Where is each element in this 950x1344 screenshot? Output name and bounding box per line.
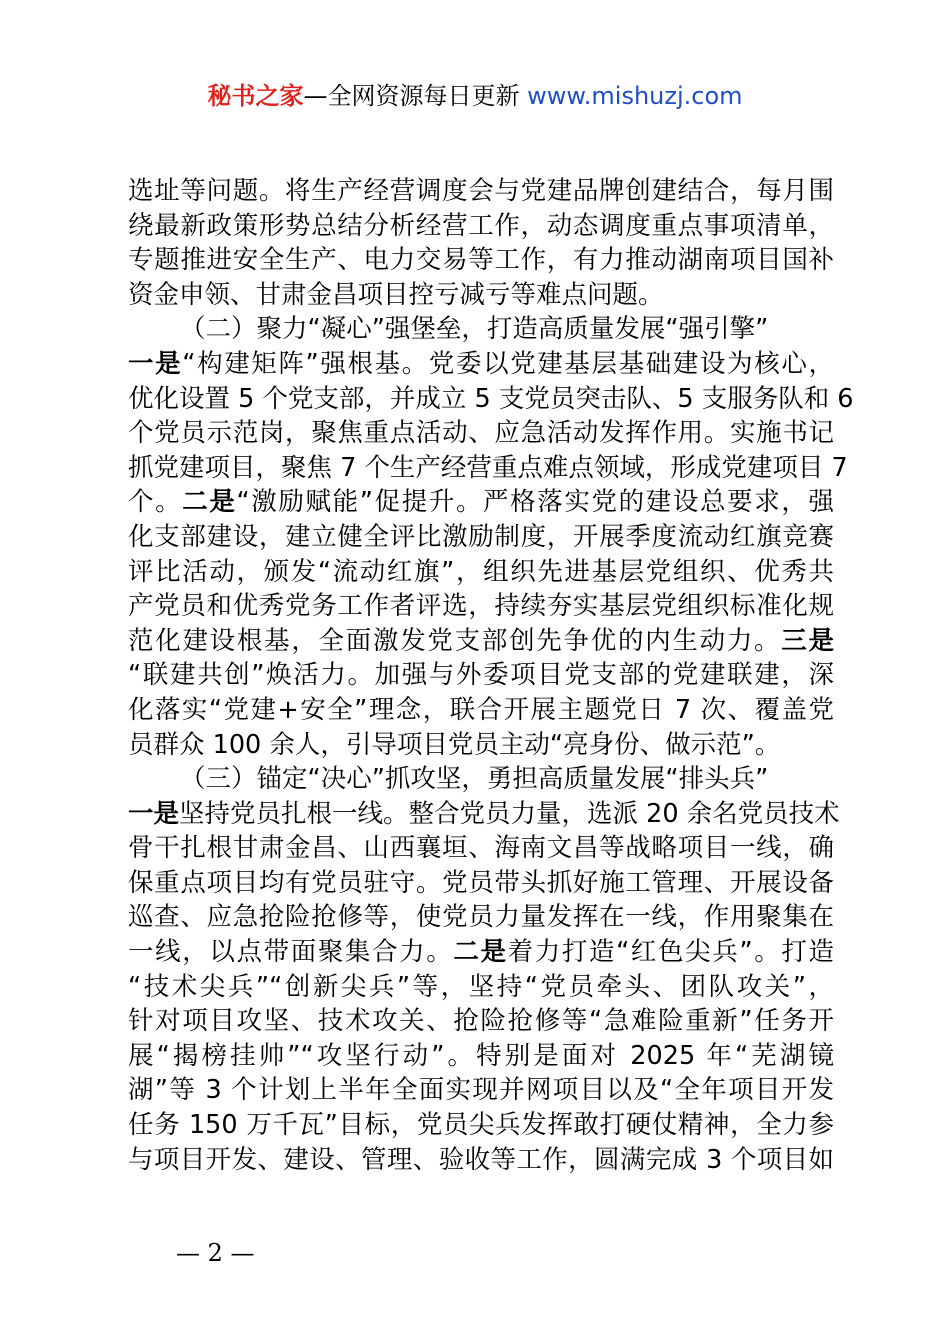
text-line: 与项目开发、建设、管理、验收等工作，圆满完成 3 个项目如	[128, 1144, 834, 1175]
page-number: — 2 —	[176, 1239, 255, 1267]
text-line: 化落实“党建+安全”理念，联合开展主题党日 7 次、覆盖党	[128, 694, 834, 725]
text-line: 骨干扎根甘肃金昌、山西襄垣、海南文昌等战略项目一线，确	[128, 833, 834, 864]
text-line: 优化设置 5 个党支部，并成立 5 支党员突击队、5 支服务队和 6	[128, 383, 854, 414]
header-brand: 秘书之家	[207, 82, 304, 110]
document-body	[128, 174, 854, 1177]
bold-marker: 三是	[781, 625, 834, 656]
text-line: 绕最新政策形势总结分析经营工作，动态调度重点事项清单，	[128, 210, 834, 241]
text-line: “联建共创”焕活力。加强与外委项目党支部的党建联建，深	[128, 660, 834, 691]
text-line: 任务 150 万千瓦”目标，党员尖兵发挥敢打硬仗精神，全力参	[128, 1110, 834, 1141]
bold-marker: 二是	[453, 937, 508, 968]
text-line: 抓党建项目，聚焦 7 个生产经营重点难点领域，形成党建项目 7	[128, 452, 848, 483]
text-line: 湖”等 3 个计划上半年全面实现并网项目以及“全年项目开发	[128, 1075, 834, 1106]
section-heading-2: （二）聚力“凝心”强堡垒，打造高质量发展“强引擎”	[180, 314, 769, 345]
text-line: 资金申领、甘肃金昌项目控亏减亏等难点问题。	[128, 279, 664, 310]
text-line: 保重点项目均有党员驻守。党员带头抓好施工管理、开展设备	[128, 867, 834, 898]
text-line: 一是坚持党员扎根一线。整合党员力量，选派 20 余名党员技术	[128, 798, 840, 829]
bold-marker: 一是	[128, 348, 183, 379]
text-line: 评比活动，颁发“流动红旗”，组织先进基层党组织、优秀共	[128, 556, 834, 587]
header-url-link[interactable]: www.mishuzj.com	[527, 82, 743, 110]
bold-marker: 一是	[128, 798, 180, 829]
header-slogan: 全网资源每日更新	[327, 82, 520, 110]
section-heading-3: （三）锚定“决心”抓攻坚，勇担高质量发展“排头兵”	[180, 764, 769, 795]
text-line: 产党员和优秀党务工作者评选，持续夯实基层党组织标准化规	[128, 591, 834, 622]
text-line: 巡查、应急抢险抢修等，使党员力量发挥在一线，作用聚集在	[128, 902, 834, 933]
text-line: 展“揭榜挂帅”“攻坚行动”。特别是面对 2025 年“芜湖镜	[128, 1040, 834, 1071]
text-line: 个党员示范岗，聚焦重点活动、应急活动发挥作用。实施书记	[128, 418, 834, 449]
text-line: 化支部建设，建立健全评比激励制度，开展季度流动红旗竞赛	[128, 521, 834, 552]
text-line: 专题推进安全生产、电力交易等工作，有力推动湖南项目国补	[128, 245, 834, 276]
bold-marker: 二是	[182, 487, 237, 518]
text-line: 员群众 100 余人，引导项目党员主动“亮身份、做示范”。	[128, 729, 781, 760]
text-line: 范化建设根基，全面激发党支部创先争优的内生动力。三是	[128, 625, 834, 656]
text-line: 针对项目攻坚、技术攻关、抢险抢修等“急难险重新”任务开	[128, 1006, 834, 1037]
text-line: “技术尖兵”“创新尖兵”等，坚持“党员牵头、团队攻关”，	[128, 971, 834, 1002]
header-dash: —	[303, 82, 328, 110]
site-header	[0, 80, 950, 112]
text-line: 个。二是“激励赋能”促提升。严格落实党的建设总要求，强	[128, 487, 834, 518]
text-line: 一是“构建矩阵”强根基。党委以党建基层基础建设为核心，	[128, 348, 834, 379]
text-line: 选址等问题。将生产经营调度会与党建品牌创建结合，每月围	[128, 176, 834, 206]
text-line: 一线，以点带面聚集合力。二是着力打造“红色尖兵”。打造	[128, 937, 834, 968]
